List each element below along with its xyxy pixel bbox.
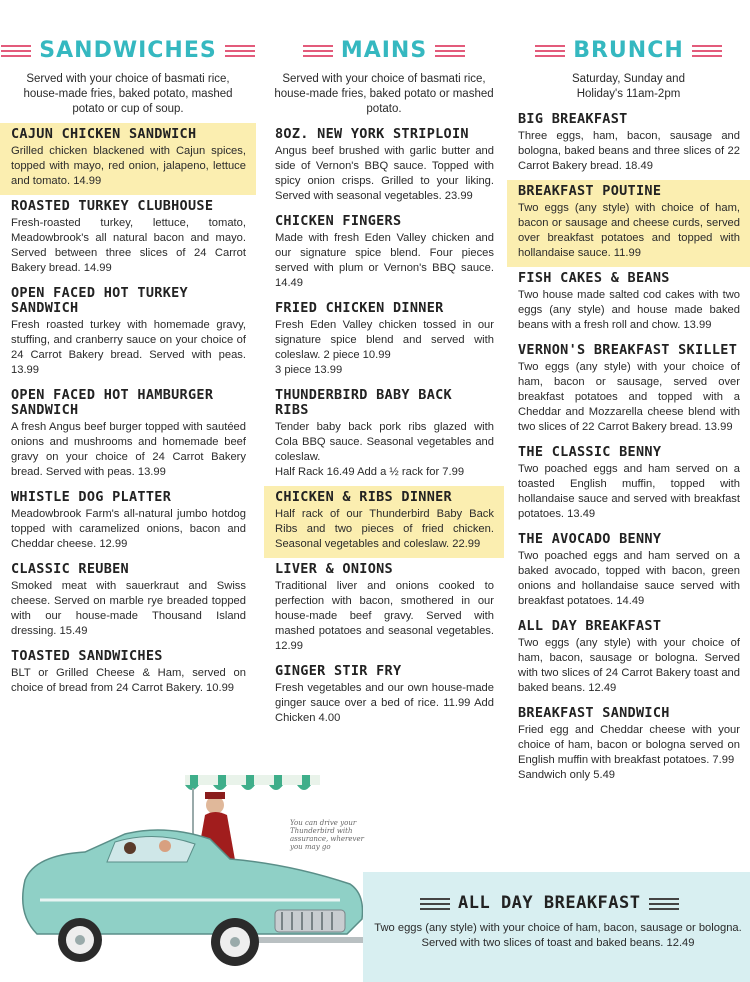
- item-extra: Sandwich only 5.49: [518, 769, 616, 781]
- menu-item: [507, 339, 750, 441]
- item-title: VERNON'S BREAKFAST SKILLET: [518, 342, 738, 358]
- item-title: TOASTED SANDWICHES: [11, 648, 163, 664]
- mains-subtitle: Served with your choice of basmati rice, house-made fries, baked potato or mashed potato.: [274, 73, 494, 115]
- item-desc: Angus beef brushed with garlic butter and side of Vernon's BBQ sauce. Topped with spicy onion crisps. Grilled to your liking. Served with seasonal vegetables. 23.99: [275, 145, 494, 202]
- item-title: CLASSIC REUBEN: [11, 561, 129, 577]
- item-title: ROASTED TURKEY CLUBHOUSE: [11, 198, 214, 214]
- item-title: THUNDERBIRD BABY BACK RIBS: [275, 387, 452, 418]
- item-title: OPEN FACED HOT HAMBURGER SANDWICH: [11, 387, 214, 418]
- item-desc: A fresh Angus beef burger topped with sautéed onions and mushrooms and homemade beef gravy on your choice of 24 Carrot Bakery bread. Served with peas. 13.99: [11, 421, 246, 478]
- menu-item: [0, 123, 256, 195]
- menu-item: [264, 558, 504, 660]
- menu-item: [264, 123, 504, 210]
- item-desc: Fried egg and Cheddar cheese with your choice of ham, bacon or bologna served on English muffin with breakfast potatoes. 7.99: [518, 724, 740, 766]
- item-desc: Tender baby back pork ribs glazed with Cola BBQ sauce. Seasonal vegetables and coleslaw.: [275, 421, 494, 463]
- item-desc: Half rack of our Thunderbird Baby Back Ribs and two pieces of fried chicken. Seasonal vegetables and coleslaw. 22.99: [275, 508, 494, 550]
- menu-item: [507, 267, 750, 339]
- item-desc: Three eggs, ham, bacon, sausage and bologna, baked beans and three slices of 22 Carrot Bakery bread. 18.49: [518, 130, 740, 172]
- menu-item: [507, 441, 750, 528]
- all-day-breakfast-header: [420, 893, 679, 913]
- menu-item: [507, 108, 750, 180]
- menu-item: [264, 660, 504, 732]
- svg-text:you may go: you may go: [290, 843, 331, 851]
- sandwiches-column: [0, 0, 256, 702]
- menu-item: [0, 384, 256, 486]
- brunch-title: BRUNCH: [573, 37, 684, 63]
- stripe-icon: [420, 896, 450, 910]
- menu-item: [264, 384, 504, 486]
- menu-item: [0, 486, 256, 558]
- item-desc: BLT or Grilled Cheese & Ham, served on choice of bread from 24 Carrot Bakery. 10.99: [11, 667, 246, 694]
- item-desc: Two eggs (any style) with choice of ham, bacon or sausage and cheese curds, served over breakfast potatoes and topped with hollandaise sauce. 11.99: [518, 202, 740, 259]
- item-desc: Made with fresh Eden Valley chicken and our signature spice blend. Four pieces served with plum or Vernon's BBQ sauce. 14.49: [275, 232, 494, 289]
- item-title: BREAKFAST SANDWICH: [518, 705, 670, 721]
- all-day-breakfast-desc: Two eggs (any style) with your choice of ham, bacon, sausage or bologna. Served with two slices of toast and baked beans. 12.49: [374, 922, 742, 949]
- item-title: CAJUN CHICKEN SANDWICH: [11, 126, 197, 142]
- all-day-breakfast-title: ALL DAY BREAKFAST: [458, 893, 641, 913]
- stripe-icon: [225, 43, 255, 57]
- item-title: BREAKFAST POUTINE: [518, 183, 662, 199]
- item-title: 8OZ. NEW YORK STRIPLOIN: [275, 126, 469, 142]
- menu-item: [507, 615, 750, 702]
- item-desc: Two poached eggs and ham served on a baked avocado, topped with bacon, green onions and hollandaise sauce served with breakfast potatoes. 14.49: [518, 550, 740, 607]
- item-title: LIVER & ONIONS: [275, 561, 393, 577]
- item-desc: Fresh-roasted turkey, lettuce, tomato, Meadowbrook's all natural bacon and mayo. Served between three slices of 24 Carrot Bakery bread. 14.99: [11, 217, 246, 274]
- item-desc: Smoked meat with sauerkraut and Swiss cheese. Served on marble rye breaded topped with our house-made Thousand Island dressing. 15.49: [11, 580, 246, 637]
- svg-text:assurance, wherever: assurance, wherever: [290, 835, 364, 843]
- sandwiches-header: [0, 32, 256, 68]
- item-desc: Meadowbrook Farm's all-natural jumbo hotdog topped with caramelized onions, bacon and Cheddar cheese. 12.99: [11, 508, 246, 550]
- stripe-icon: [535, 43, 565, 57]
- sandwiches-title: SANDWICHES: [39, 37, 217, 63]
- stripe-icon: [649, 896, 679, 910]
- item-desc: Two poached eggs and ham served on a toasted English muffin, topped with hollandaise sauce and served with breakfast potatoes. 13.49: [518, 463, 740, 520]
- menu-item: [0, 645, 256, 702]
- item-title: THE CLASSIC BENNY: [518, 444, 662, 460]
- stripe-icon: [1, 43, 31, 57]
- svg-text:Thunderbird with: Thunderbird with: [290, 827, 353, 835]
- item-desc: Grilled chicken blackened with Cajun spices, topped with mayo, red onion, jalapeno, lettuce and tomato. 14.99: [11, 145, 246, 187]
- menu-item: [264, 210, 504, 297]
- menu-item: [0, 195, 256, 282]
- item-desc: Two eggs (any style) with your choice of ham, bacon, sausage or bologna. Served with two slices of 24 Carrot Bakery toast and baked beans. 12.49: [518, 637, 740, 694]
- stripe-icon: [435, 43, 465, 57]
- mains-title: MAINS: [340, 37, 428, 63]
- menu-item: [264, 297, 504, 384]
- menu-item: [264, 486, 504, 558]
- item-title: BIG BREAKFAST: [518, 111, 628, 127]
- item-title: CHICKEN FINGERS: [275, 213, 402, 229]
- svg-text:You can drive your: You can drive your: [290, 819, 357, 827]
- brunch-header: [507, 32, 750, 68]
- menu-item: [507, 180, 750, 267]
- item-title: FISH CAKES & BEANS: [518, 270, 670, 286]
- item-desc: Two house made salted cod cakes with two eggs (any style) and house made baked beans with a fresh roll and chow. 13.99: [518, 289, 740, 331]
- menu-item: [0, 558, 256, 645]
- item-desc: Fresh vegetables and our own house-made ginger sauce over a bed of rice. 11.99 Add Chicken 4.00: [275, 682, 494, 724]
- item-title: ALL DAY BREAKFAST: [518, 618, 662, 634]
- item-desc: Fresh Eden Valley chicken tossed in our signature spice blend and served with coleslaw. 2 piece 10.99: [275, 319, 494, 361]
- script-caption: [289, 819, 365, 851]
- menu-item: [507, 528, 750, 615]
- menu-item: [0, 282, 256, 384]
- brunch-column: [507, 0, 750, 789]
- item-desc: Two eggs (any style) with your choice of ham, bacon or sausage, served over breakfast potatoes and topped with a Cheddar and Mozzarella cheese blend with two slices of 22 Carrot Bakery bread. 13.99: [518, 361, 740, 433]
- brunch-subtitle: Saturday, Sunday and Holiday's 11am-2pm: [572, 73, 685, 100]
- menu-item: [507, 702, 750, 789]
- stripe-icon: [692, 43, 722, 57]
- item-title: CHICKEN & RIBS DINNER: [275, 489, 452, 505]
- vintage-car-illustration: [20, 770, 380, 975]
- item-extra: Half Rack 16.49 Add a ½ rack for 7.99: [275, 466, 465, 478]
- item-title: GINGER STIR FRY: [275, 663, 402, 679]
- item-title: FRIED CHICKEN DINNER: [275, 300, 444, 316]
- sandwiches-subtitle: Served with your choice of basmati rice, house-made fries, baked potato, mashed potato or cup of soup.: [23, 73, 233, 115]
- item-extra: 3 piece 13.99: [275, 364, 343, 376]
- mains-header: [264, 32, 504, 68]
- item-desc: Fresh roasted turkey with homemade gravy, stuffing, and cranberry sauce on your choice of 24 Carrot Bakery bread. Served with peas. 13.99: [11, 319, 246, 376]
- item-title: THE AVOCADO BENNY: [518, 531, 662, 547]
- mains-column: [264, 0, 504, 732]
- item-desc: Traditional liver and onions cooked to perfection with bacon, smothered in our house-made beef gravy. Served with mashed potatoes and seasonal vegetables. 12.99: [275, 580, 494, 652]
- stripe-icon: [303, 43, 333, 57]
- item-title: OPEN FACED HOT TURKEY SANDWICH: [11, 285, 188, 316]
- item-title: WHISTLE DOG PLATTER: [11, 489, 172, 505]
